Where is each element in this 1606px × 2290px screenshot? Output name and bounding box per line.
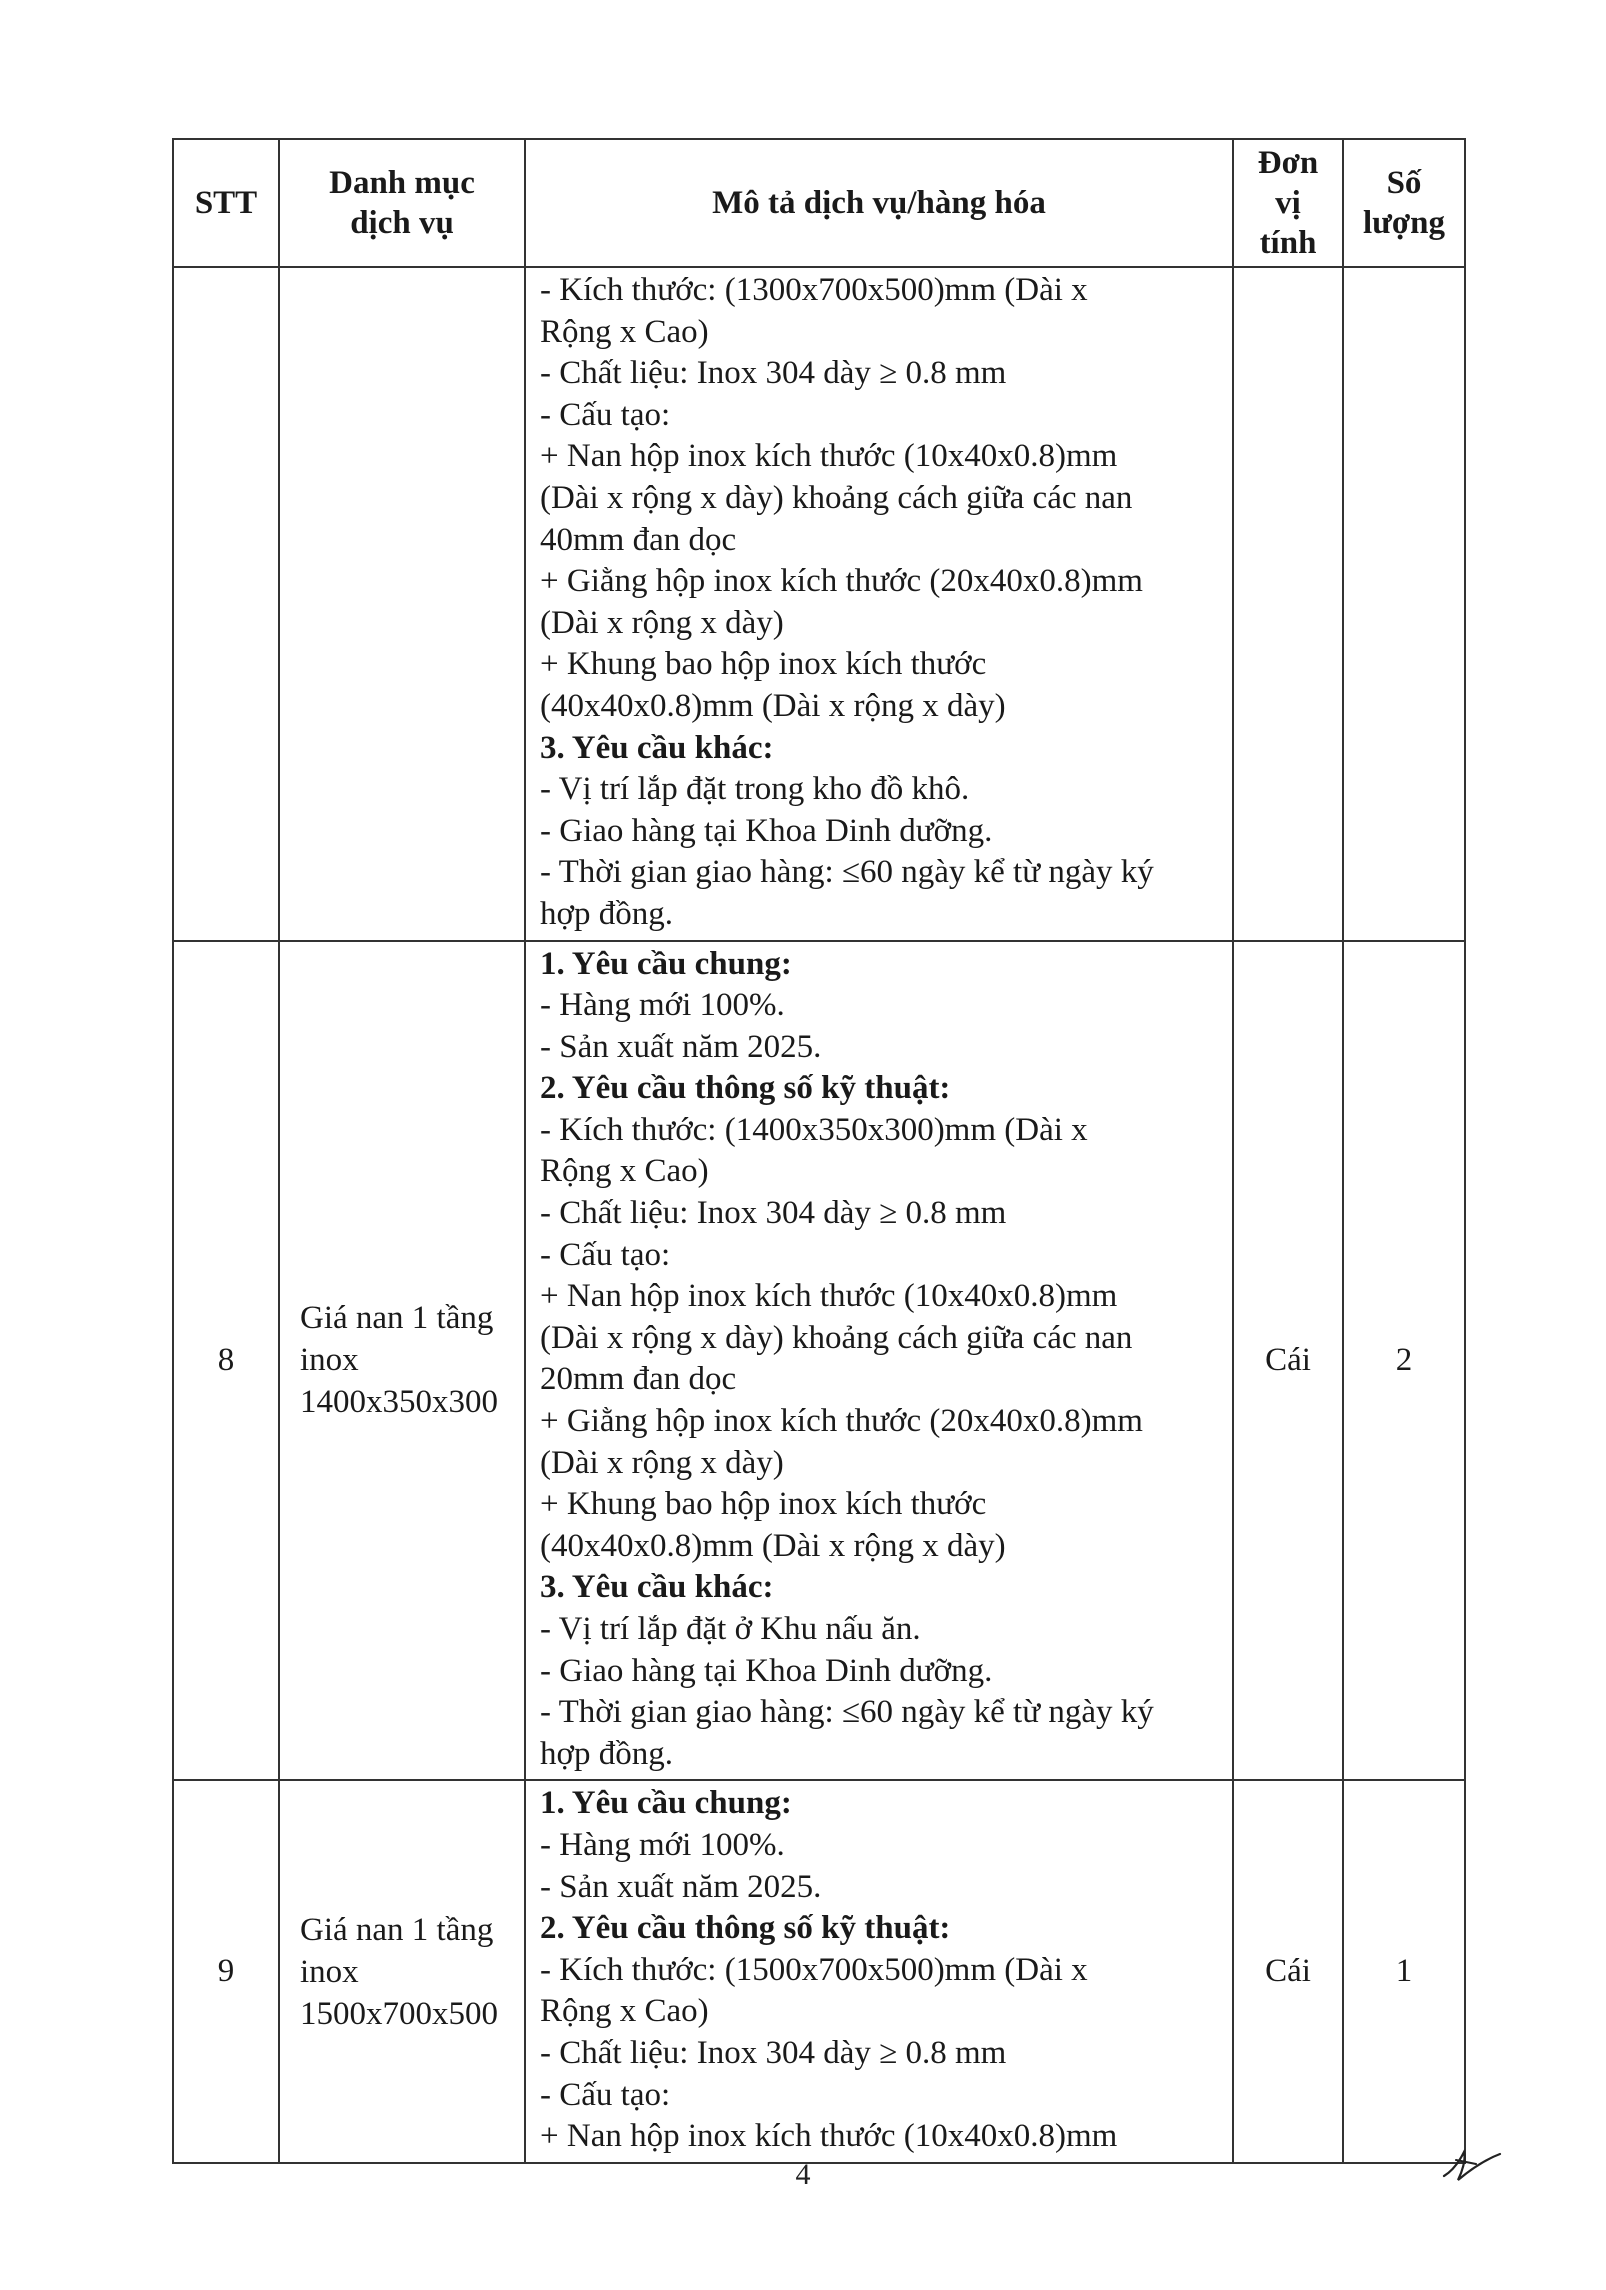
row-stt: 9 [173, 1780, 279, 2162]
description-line: Rộng x Cao) [540, 1993, 709, 2030]
table-body [173, 267, 1465, 2163]
description-line: + Giằng hộp inox kích thước (20x40x0.8)mm [540, 563, 1143, 600]
row-stt [173, 267, 279, 941]
description-section-heading: 3. Yêu cầu khác: [540, 1569, 774, 1606]
spec-table [172, 138, 1466, 2164]
row-description [525, 267, 1233, 941]
description-line: (Dài x rộng x dày) [540, 604, 784, 641]
description-line: - Kích thước: (1500x700x500)mm (Dài x [540, 1951, 1088, 1988]
header-quantity-line: Số [1386, 165, 1422, 201]
description-section-heading: 1. Yêu cầu chung: [540, 1785, 792, 1822]
description-line: hợp đồng. [540, 1735, 673, 1772]
row-stt: 8 [173, 941, 279, 1781]
row-description [525, 941, 1233, 1781]
description-line: + Nan hộp inox kích thước (10x40x0.8)mm [540, 438, 1118, 475]
description-line: - Thời gian giao hàng: ≤60 ngày kể từ ngày ký [540, 854, 1154, 891]
item-name-line: inox [300, 1953, 359, 1990]
row-description [525, 1780, 1233, 2162]
row-item-name [279, 941, 525, 1781]
description-section-heading: 3. Yêu cầu khác: [540, 729, 774, 766]
header-description: Mô tả dịch vụ/hàng hóa [525, 139, 1233, 267]
header-unit-line: vị [1275, 185, 1301, 221]
description-section-heading: 1. Yêu cầu chung: [540, 945, 792, 982]
header-quantity-line: lượng [1362, 205, 1446, 241]
description-line: (Dài x rộng x dày) [540, 1444, 784, 1481]
description-line: + Nan hộp inox kích thước (10x40x0.8)mm [540, 1278, 1118, 1315]
item-name-line: Giá nan 1 tầng [300, 1911, 494, 1948]
description-line: + Nan hộp inox kích thước (10x40x0.8)mm [540, 2118, 1118, 2155]
description-line: (40x40x0.8)mm (Dài x rộng x dày) [540, 1527, 1006, 1564]
signature-mark [1436, 2130, 1516, 2190]
header-unit-line: tính [1259, 225, 1317, 261]
item-name-line: inox [300, 1342, 359, 1379]
header-category-line: Danh mục [329, 165, 475, 201]
description-line: - Hàng mới 100%. [540, 1826, 785, 1863]
row-unit: Cái [1233, 941, 1343, 1781]
row-unit: Cái [1233, 1780, 1343, 2162]
row-item-name [279, 267, 525, 941]
row-item-name [279, 1780, 525, 2162]
item-name-line: 1400x350x300 [300, 1384, 498, 1421]
description-line: - Cấu tạo: [540, 396, 671, 433]
description-line: - Kích thước: (1300x700x500)mm (Dài x [540, 272, 1088, 308]
description-line: + Giằng hộp inox kích thước (20x40x0.8)mm [540, 1403, 1143, 1440]
description-line: - Thời gian giao hàng: ≤60 ngày kể từ ngày ký [540, 1694, 1154, 1731]
header-category [279, 139, 525, 267]
description-line: Rộng x Cao) [540, 313, 709, 350]
table-row [173, 941, 1465, 1781]
description-line: + Khung bao hộp inox kích thước [540, 646, 987, 683]
description-line: - Cấu tạo: [540, 2076, 671, 2113]
description-line: (Dài x rộng x dày) khoảng cách giữa các nan [540, 1319, 1133, 1356]
row-quantity [1343, 267, 1465, 941]
description-line: - Vị trí lắp đặt trong kho đồ khô. [540, 771, 970, 808]
description-line: - Vị trí lắp đặt ở Khu nấu ăn. [540, 1611, 921, 1647]
table-row [173, 1780, 1465, 2162]
description-line: - Chất liệu: Inox 304 dày ≥ 0.8 mm [540, 355, 1007, 392]
description-section-heading: 2. Yêu cầu thông số kỹ thuật: [540, 1070, 951, 1107]
description-line: 20mm đan dọc [540, 1361, 737, 1398]
description-line: - Kích thước: (1400x350x300)mm (Dài x [540, 1111, 1088, 1148]
description-line: (40x40x0.8)mm (Dài x rộng x dày) [540, 687, 1006, 724]
header-stt: STT [173, 139, 279, 267]
description-line: - Hàng mới 100%. [540, 987, 785, 1024]
table-header-row [173, 139, 1465, 267]
description-line: - Sản xuất năm 2025. [540, 1868, 822, 1905]
description-line: + Khung bao hộp inox kích thước [540, 1486, 987, 1523]
row-quantity: 1 [1343, 1780, 1465, 2162]
description-line: - Chất liệu: Inox 304 dày ≥ 0.8 mm [540, 2034, 1007, 2071]
description-line: Rộng x Cao) [540, 1153, 709, 1190]
table-row [173, 267, 1465, 941]
row-quantity: 2 [1343, 941, 1465, 1781]
description-line: - Sản xuất năm 2025. [540, 1028, 822, 1065]
header-quantity [1343, 139, 1465, 267]
description-line: - Chất liệu: Inox 304 dày ≥ 0.8 mm [540, 1195, 1007, 1232]
description-line: 40mm đan dọc [540, 521, 737, 558]
description-line: - Giao hàng tại Khoa Dinh dưỡng. [540, 812, 993, 849]
description-line: - Giao hàng tại Khoa Dinh dưỡng. [540, 1652, 993, 1689]
description-line: (Dài x rộng x dày) khoảng cách giữa các nan [540, 479, 1133, 516]
item-name-line: 1500x700x500 [300, 1995, 498, 2032]
header-category-line: dịch vụ [350, 205, 454, 241]
description-section-heading: 2. Yêu cầu thông số kỹ thuật: [540, 1910, 951, 1947]
row-unit [1233, 267, 1343, 941]
description-line: - Cấu tạo: [540, 1236, 671, 1273]
header-unit-line: Đơn [1257, 145, 1319, 181]
page-number: 4 [795, 2158, 811, 2191]
item-name-line: Giá nan 1 tầng [300, 1300, 494, 1337]
description-line: hợp đồng. [540, 895, 673, 932]
header-unit [1233, 139, 1343, 267]
